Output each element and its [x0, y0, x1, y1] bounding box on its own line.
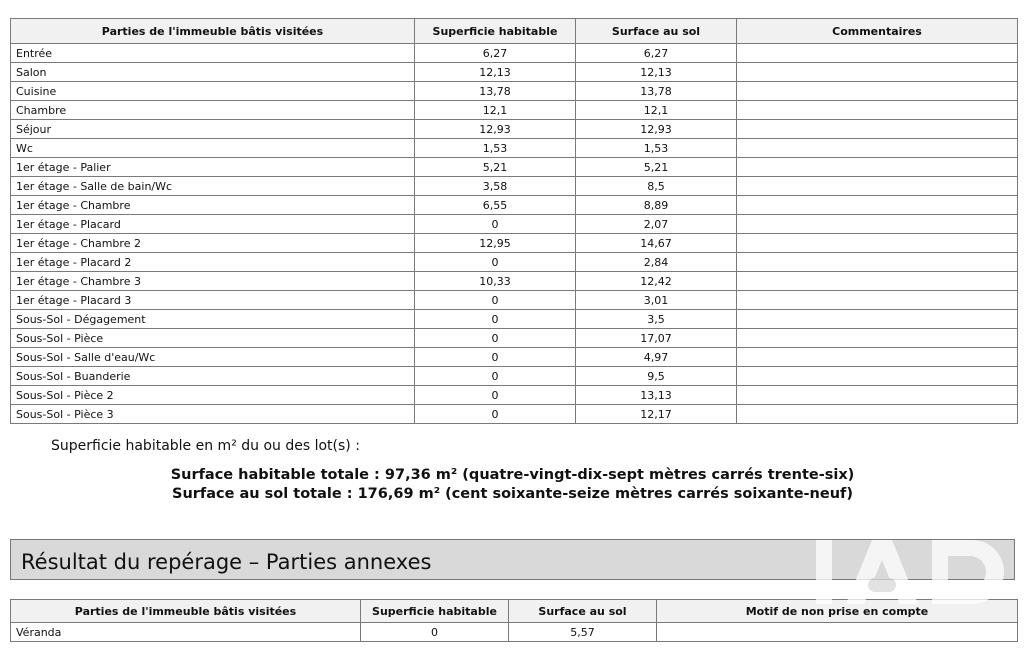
- cell-habitable: 0: [415, 386, 576, 405]
- cell-habitable: 0: [415, 367, 576, 386]
- annex-table-row: [11, 623, 1018, 642]
- surface-table: [10, 18, 1018, 424]
- cell-surface-sol: 2,84: [576, 253, 737, 272]
- cell-comment: [737, 120, 1018, 139]
- header-superficie-habitable: Superficie habitable: [415, 19, 576, 44]
- header-parties: Parties de l'immeuble bâtis visitées: [11, 19, 415, 44]
- cell-surface-sol: 2,07: [576, 215, 737, 234]
- cell-part: 1er étage - Chambre 2: [11, 234, 415, 253]
- cell-habitable: 12,13: [415, 63, 576, 82]
- cell-habitable: 6,27: [415, 44, 576, 63]
- table-row: [11, 196, 1018, 215]
- cell-part: Sous-Sol - Buanderie: [11, 367, 415, 386]
- cell-part: Salon: [11, 63, 415, 82]
- cell-part: 1er étage - Salle de bain/Wc: [11, 177, 415, 196]
- cell-comment: [737, 63, 1018, 82]
- cell-surface-sol: 5,57: [509, 623, 657, 642]
- cell-comment: [737, 101, 1018, 120]
- cell-habitable: 0: [415, 310, 576, 329]
- table-header-row: [11, 19, 1018, 44]
- table-row: [11, 101, 1018, 120]
- cell-surface-sol: 4,97: [576, 348, 737, 367]
- table-row: [11, 158, 1018, 177]
- cell-comment: [737, 272, 1018, 291]
- total-sol: Surface au sol totale : 176,69 m² (cent soixante-seize mètres carrés soixante-neuf): [172, 486, 853, 502]
- cell-surface-sol: 17,07: [576, 329, 737, 348]
- cell-surface-sol: 12,17: [576, 405, 737, 424]
- section-title-annexes: Résultat du repérage – Parties annexes: [10, 539, 1015, 580]
- cell-part: Sous-Sol - Pièce 3: [11, 405, 415, 424]
- cell-part: Sous-Sol - Pièce 2: [11, 386, 415, 405]
- cell-habitable: 0: [415, 405, 576, 424]
- cell-surface-sol: 3,5: [576, 310, 737, 329]
- cell-surface-sol: 12,42: [576, 272, 737, 291]
- cell-surface-sol: 13,78: [576, 82, 737, 101]
- cell-comment: [737, 405, 1018, 424]
- cell-part: 1er étage - Palier: [11, 158, 415, 177]
- table-row: [11, 405, 1018, 424]
- cell-habitable: 10,33: [415, 272, 576, 291]
- cell-habitable: 0: [361, 623, 509, 642]
- annex-header-row: [11, 600, 1018, 623]
- cell-part: Sous-Sol - Pièce: [11, 329, 415, 348]
- cell-habitable: 0: [415, 253, 576, 272]
- table-row: [11, 253, 1018, 272]
- cell-surface-sol: 3,01: [576, 291, 737, 310]
- cell-part: Sous-Sol - Salle d'eau/Wc: [11, 348, 415, 367]
- cell-habitable: 12,95: [415, 234, 576, 253]
- table-row: [11, 348, 1018, 367]
- cell-part: 1er étage - Placard 3: [11, 291, 415, 310]
- cell-habitable: 0: [415, 215, 576, 234]
- cell-habitable: 13,78: [415, 82, 576, 101]
- cell-surface-sol: 6,27: [576, 44, 737, 63]
- cell-comment: [737, 44, 1018, 63]
- cell-part: Entrée: [11, 44, 415, 63]
- cell-comment: [737, 215, 1018, 234]
- cell-part: Séjour: [11, 120, 415, 139]
- cell-comment: [737, 310, 1018, 329]
- cell-surface-sol: 13,13: [576, 386, 737, 405]
- cell-surface-sol: 12,1: [576, 101, 737, 120]
- cell-surface-sol: 12,13: [576, 63, 737, 82]
- table-row: [11, 234, 1018, 253]
- annex-header-superficie-habitable: Superficie habitable: [361, 600, 509, 623]
- totals-block: [0, 466, 1025, 504]
- cell-surface-sol: 8,89: [576, 196, 737, 215]
- cell-surface-sol: 12,93: [576, 120, 737, 139]
- cell-part: 1er étage - Chambre 3: [11, 272, 415, 291]
- total-habitable: Surface habitable totale : 97,36 m² (quatre-vingt-dix-sept mètres carrés trente-six): [170, 467, 855, 483]
- table-row: [11, 291, 1018, 310]
- table-row: [11, 44, 1018, 63]
- table-row: [11, 367, 1018, 386]
- cell-habitable: 1,53: [415, 139, 576, 158]
- cell-comment: [737, 234, 1018, 253]
- table-row: [11, 139, 1018, 158]
- table-row: [11, 120, 1018, 139]
- cell-surface-sol: 8,5: [576, 177, 737, 196]
- annex-header-surface-au-sol: Surface au sol: [509, 600, 657, 623]
- cell-part: Sous-Sol - Dégagement: [11, 310, 415, 329]
- cell-part: Chambre: [11, 101, 415, 120]
- cell-comment: [737, 329, 1018, 348]
- cell-comment: [737, 367, 1018, 386]
- annex-header-parties: Parties de l'immeuble bâtis visitées: [11, 600, 361, 623]
- cell-habitable: 5,21: [415, 158, 576, 177]
- header-surface-au-sol: Surface au sol: [576, 19, 737, 44]
- table-row: [11, 177, 1018, 196]
- cell-motif: [657, 623, 1018, 642]
- cell-comment: [737, 82, 1018, 101]
- cell-comment: [737, 386, 1018, 405]
- table-row: [11, 215, 1018, 234]
- table-row: [11, 272, 1018, 291]
- cell-comment: [737, 158, 1018, 177]
- cell-part: 1er étage - Chambre: [11, 196, 415, 215]
- table-row: [11, 386, 1018, 405]
- cell-comment: [737, 196, 1018, 215]
- cell-part: Véranda: [11, 623, 361, 642]
- cell-habitable: 0: [415, 291, 576, 310]
- cell-comment: [737, 348, 1018, 367]
- cell-part: Wc: [11, 139, 415, 158]
- cell-habitable: 3,58: [415, 177, 576, 196]
- cell-surface-sol: 9,5: [576, 367, 737, 386]
- table-row: [11, 82, 1018, 101]
- cell-habitable: 12,93: [415, 120, 576, 139]
- cell-part: Cuisine: [11, 82, 415, 101]
- cell-surface-sol: 14,67: [576, 234, 737, 253]
- header-commentaires: Commentaires: [737, 19, 1018, 44]
- table-row: [11, 310, 1018, 329]
- cell-habitable: 0: [415, 329, 576, 348]
- cell-surface-sol: 5,21: [576, 158, 737, 177]
- cell-surface-sol: 1,53: [576, 139, 737, 158]
- cell-comment: [737, 177, 1018, 196]
- annex-header-motif: Motif de non prise en compte: [657, 600, 1018, 623]
- cell-habitable: 12,1: [415, 101, 576, 120]
- cell-comment: [737, 139, 1018, 158]
- annex-table: [10, 599, 1018, 642]
- table-row: [11, 63, 1018, 82]
- cell-comment: [737, 291, 1018, 310]
- table-row: [11, 329, 1018, 348]
- cell-part: 1er étage - Placard 2: [11, 253, 415, 272]
- cell-habitable: 0: [415, 348, 576, 367]
- cell-part: 1er étage - Placard: [11, 215, 415, 234]
- cell-habitable: 6,55: [415, 196, 576, 215]
- cell-comment: [737, 253, 1018, 272]
- summary-label: Superficie habitable en m² du ou des lot(s) :: [51, 438, 360, 454]
